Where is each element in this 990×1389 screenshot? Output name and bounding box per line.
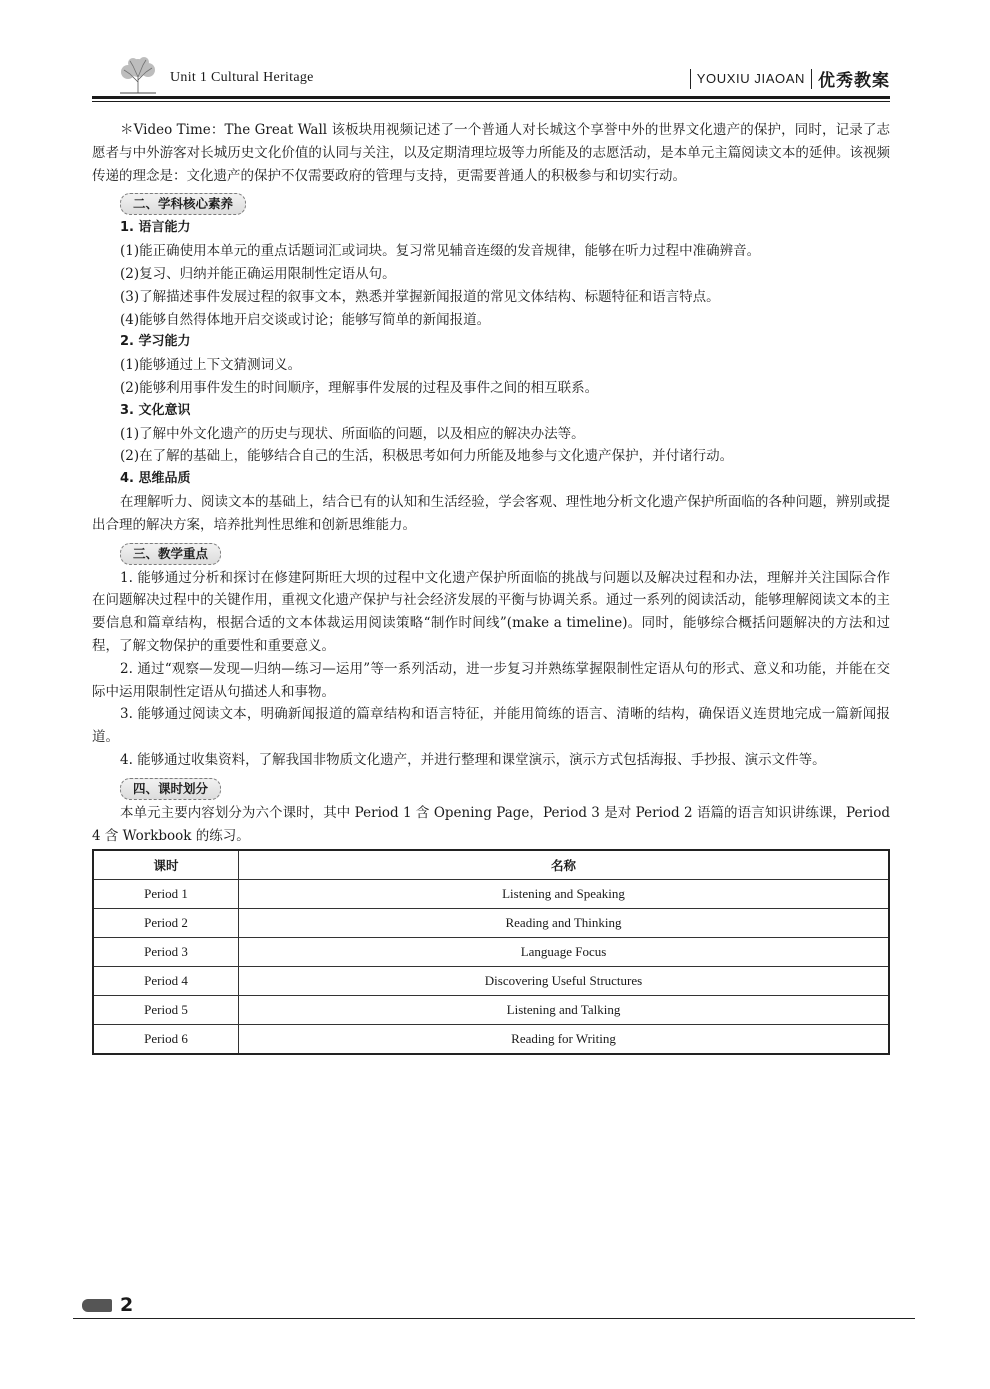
page-tab-icon xyxy=(82,1299,112,1312)
focus-item: 2. 通过“观察—发现—归纳—练习—运用”等一系列活动，进一步复习并熟练掌握限制性定语从句的形式、意义和功能，并能在交际中运用限制性定语从句描述人和事物。 xyxy=(92,660,890,700)
list-item: (2)复习、归纳并能正确运用限制性定语从句。 xyxy=(120,265,396,282)
list-item: (2)能够利用事件发生的时间顺序，理解事件发展的过程及事件之间的相互联系。 xyxy=(120,379,599,396)
section-heading-teaching-focus: 三、教学重点 xyxy=(120,543,221,565)
footer-rule xyxy=(73,1318,915,1319)
list-item: (1)能正确使用本单元的重点话题词汇或词块。复习常见辅音连缀的发音规律，能够在听力过程中准确辨音。 xyxy=(120,243,761,260)
brand-chinese: 优秀教案 xyxy=(818,71,890,91)
header-rule-thin xyxy=(92,101,890,102)
brand-divider xyxy=(690,69,691,89)
table-row xyxy=(93,938,889,967)
focus-item: 3. 能够通过阅读文本，明确新闻报道的篇章结构和语言特征，并能用简练的语言、清晰的结构，确保语义连贯地完成一篇新闻报道。 xyxy=(92,706,890,746)
header-rule xyxy=(92,96,890,99)
brand-divider xyxy=(811,69,812,89)
table-cell: Reading and Thinking xyxy=(239,909,890,938)
focus-item: 4. 能够通过收集资料，了解我国非物质文化遗产，并进行整理和课堂演示，演示方式包括海报、手抄报、演示文件等。 xyxy=(120,751,826,768)
subheading-language: 1. 语言能力 xyxy=(120,220,191,236)
table-cell: Period 1 xyxy=(93,880,239,909)
table-cell: Language Focus xyxy=(239,938,890,967)
subheading-learning: 2. 学习能力 xyxy=(120,334,191,350)
periods-table xyxy=(92,849,890,1055)
subheading-thinking: 4. 思维品质 xyxy=(120,471,191,487)
table-row xyxy=(93,967,889,996)
page-number: 2 xyxy=(120,1294,134,1316)
column-header-period: 课时 xyxy=(93,850,239,880)
table-cell: Period 4 xyxy=(93,967,239,996)
tree-logo-icon xyxy=(116,56,160,94)
list-item: (1)了解中外文化遗产的历史与现状、所面临的问题，以及相应的解决办法等。 xyxy=(120,425,585,442)
unit-title: Unit 1 Cultural Heritage xyxy=(170,70,314,85)
list-item: (3)了解描述事件发展过程的叙事文本，熟悉并掌握新闻报道的常见文体结构、标题特征和语言特点。 xyxy=(120,288,720,305)
subheading-culture: 3. 文化意识 xyxy=(120,402,191,418)
table-cell: Listening and Talking xyxy=(239,996,890,1025)
intro-paragraph: ＊Video Time：The Great Wall 该板块用视频记述了一个普通人对长城这个享誉中外的世界文化遗产的保护，同时，记录了志愿者与中外游客对长城历史文化价值的认同与关注，以及定期清理垃圾等力所能及的志愿活动，是本单元主篇阅读文本的延伸。该视频传递的理念是：文化遗产的保护不仅需要政府的管理与支持，更需要普通人的积极参与和切实行动。 xyxy=(92,122,890,184)
list-item: (1)能够通过上下文猜测词义。 xyxy=(120,357,302,374)
thinking-paragraph: 在理解听力、阅读文本的基础上，结合已有的认知和生活经验，学会客观、理性地分析文化遗产保护所面临的各种问题，辨别或提出合理的解决方案，培养批判性思维和创新思维能力。 xyxy=(92,493,890,533)
focus-item: 1. 能够通过分析和探讨在修建阿斯旺大坝的过程中文化遗产保护所面临的挑战与问题以及解决过程和办法，理解并关注国际合作在问题解决过程中的关键作用，重视文化遗产保护与社会经济发展的平衡与协调关系。通过一系列的阅读活动，能够理解阅读文本的主要信息和篇章结构，根据合适的文本体裁运用阅读策略“制作时间线”(make a timeline)。同时，能够综合概括问题解决的方法和过程，了解文物保护的重要性和重要意义。 xyxy=(92,569,890,654)
table-cell: Reading for Writing xyxy=(239,1025,890,1055)
page-footer xyxy=(82,1294,133,1316)
table-row xyxy=(93,880,889,909)
table-header-row xyxy=(93,850,889,880)
list-item: (2)在了解的基础上，能够结合自己的生活，积极思考如何力所能及地参与文化遗产保护，并付诸行动。 xyxy=(120,448,734,465)
main-content xyxy=(92,119,890,847)
table-row xyxy=(93,909,889,938)
section-heading-periods: 四、课时划分 xyxy=(120,778,221,800)
table-cell: Period 2 xyxy=(93,909,239,938)
list-item: (4)能够自然得体地开启交谈或讨论；能够写简单的新闻报道。 xyxy=(120,311,491,328)
brand xyxy=(684,66,890,91)
table-cell: Period 5 xyxy=(93,996,239,1025)
page-header xyxy=(92,56,890,96)
table-cell: Listening and Speaking xyxy=(239,880,890,909)
table-row xyxy=(93,1025,889,1055)
periods-intro: 本单元主要内容划分为六个课时，其中 Period 1 含 Opening Page，Period 3 是对 Period 2 语篇的语言知识讲练课，Period 4 含 Workbook 的练习。 xyxy=(92,804,890,844)
table-cell: Discovering Useful Structures xyxy=(239,967,890,996)
table-cell: Period 6 xyxy=(93,1025,239,1055)
brand-english: YOUXIU JIAOAN xyxy=(696,71,805,86)
table-row xyxy=(93,996,889,1025)
column-header-name: 名称 xyxy=(239,850,890,880)
section-heading-core-literacy: 二、学科核心素养 xyxy=(120,193,246,215)
table-cell: Period 3 xyxy=(93,938,239,967)
